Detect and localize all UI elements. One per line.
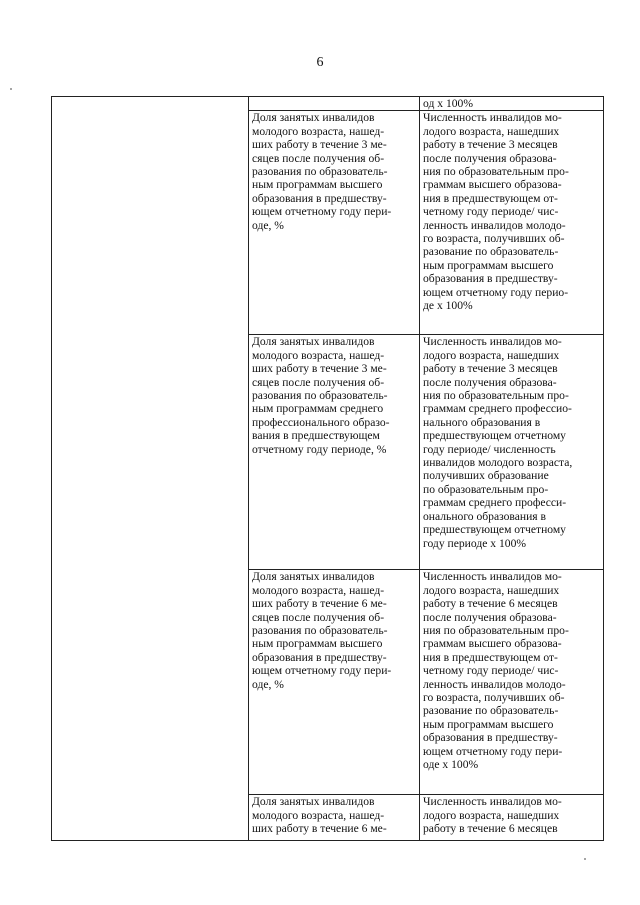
formula-text: Численность инвалидов мо- лодого возраста, нашедших работу в течение 3 месяцев после получения образова- ния по образовательным про- граммам высшего образова- ния в предшествующем от- четному году периоде/ чис- ленность инвалидов молодо- го возраста, получивших об- разование по образователь- ным программам высшего образования в предшеству- ющем отчетному году перио- де x 100%	[423, 111, 569, 313]
table-row	[52, 97, 604, 111]
indicator-text: Доля занятых инвалидов молодого возраста, нашед- ших работу в течение 6 ме-	[252, 795, 387, 836]
formula-cell	[420, 335, 604, 570]
page-number: 6	[316, 55, 324, 70]
indicator-text: Доля занятых инвалидов молодого возраста, нашед- ших работу в течение 3 ме- сяцев после получения об- разования по образователь- ным программам высшего образования в предшеству- ющем отчетному году пери- оде, %	[252, 111, 392, 232]
indicator-cell	[249, 111, 420, 335]
formula-text: Численность инвалидов мо- лодого возраста, нашедших работу в течение 6 месяцев после получения образова- ния по образовательным про- граммам высшего образова- ния в предшествующем от- четному году периоде/ чис- ленность инвалидов молодо- го возраста, получивших об- разование по образователь- ным программам высшего образования в предшеству- ющем отчетному году пери- оде x 100%	[423, 570, 569, 772]
indicator-cell	[249, 97, 420, 111]
formula-text: Численность инвалидов мо- лодого возраста, нашедших работу в течение 3 месяцев после получения образова- ния по образовательным про- граммам среднего профессио- нального образования в предшествующем отчетному году периоде/ численность инвалидов молодого возраста, получивших образование по образовательным про- граммам среднего професси- онального образования в предшествующем отчетному году периоде x 100%	[423, 335, 573, 550]
indicator-cell	[249, 570, 420, 795]
scan-speck	[584, 858, 586, 860]
indicator-text: Доля занятых инвалидов молодого возраста, нашед- ших работу в течение 6 ме- сяцев после получения об- разования по образователь- ным программам высшего образования в предшеству- ющем отчетному году пери- оде, %	[252, 570, 392, 691]
formula-cell	[420, 795, 604, 841]
formula-cell	[420, 570, 604, 795]
indicator-cell	[249, 795, 420, 841]
indicators-table	[51, 96, 604, 841]
left-empty-cell	[52, 97, 249, 841]
scan-speck	[10, 88, 12, 90]
formula-cell	[420, 97, 604, 111]
indicator-cell	[249, 335, 420, 570]
formula-text: Численность инвалидов мо- лодого возраста, нашедших работу в течение 6 месяцев	[423, 795, 562, 836]
indicator-text: Доля занятых инвалидов молодого возраста, нашед- ших работу в течение 3 ме- сяцев после получения об- разования по образователь- ным программам среднего профессионального образо- вания в предшествующем отчетному году периоде, %	[252, 335, 390, 456]
formula-text: од x 100%	[423, 97, 474, 110]
formula-cell	[420, 111, 604, 335]
